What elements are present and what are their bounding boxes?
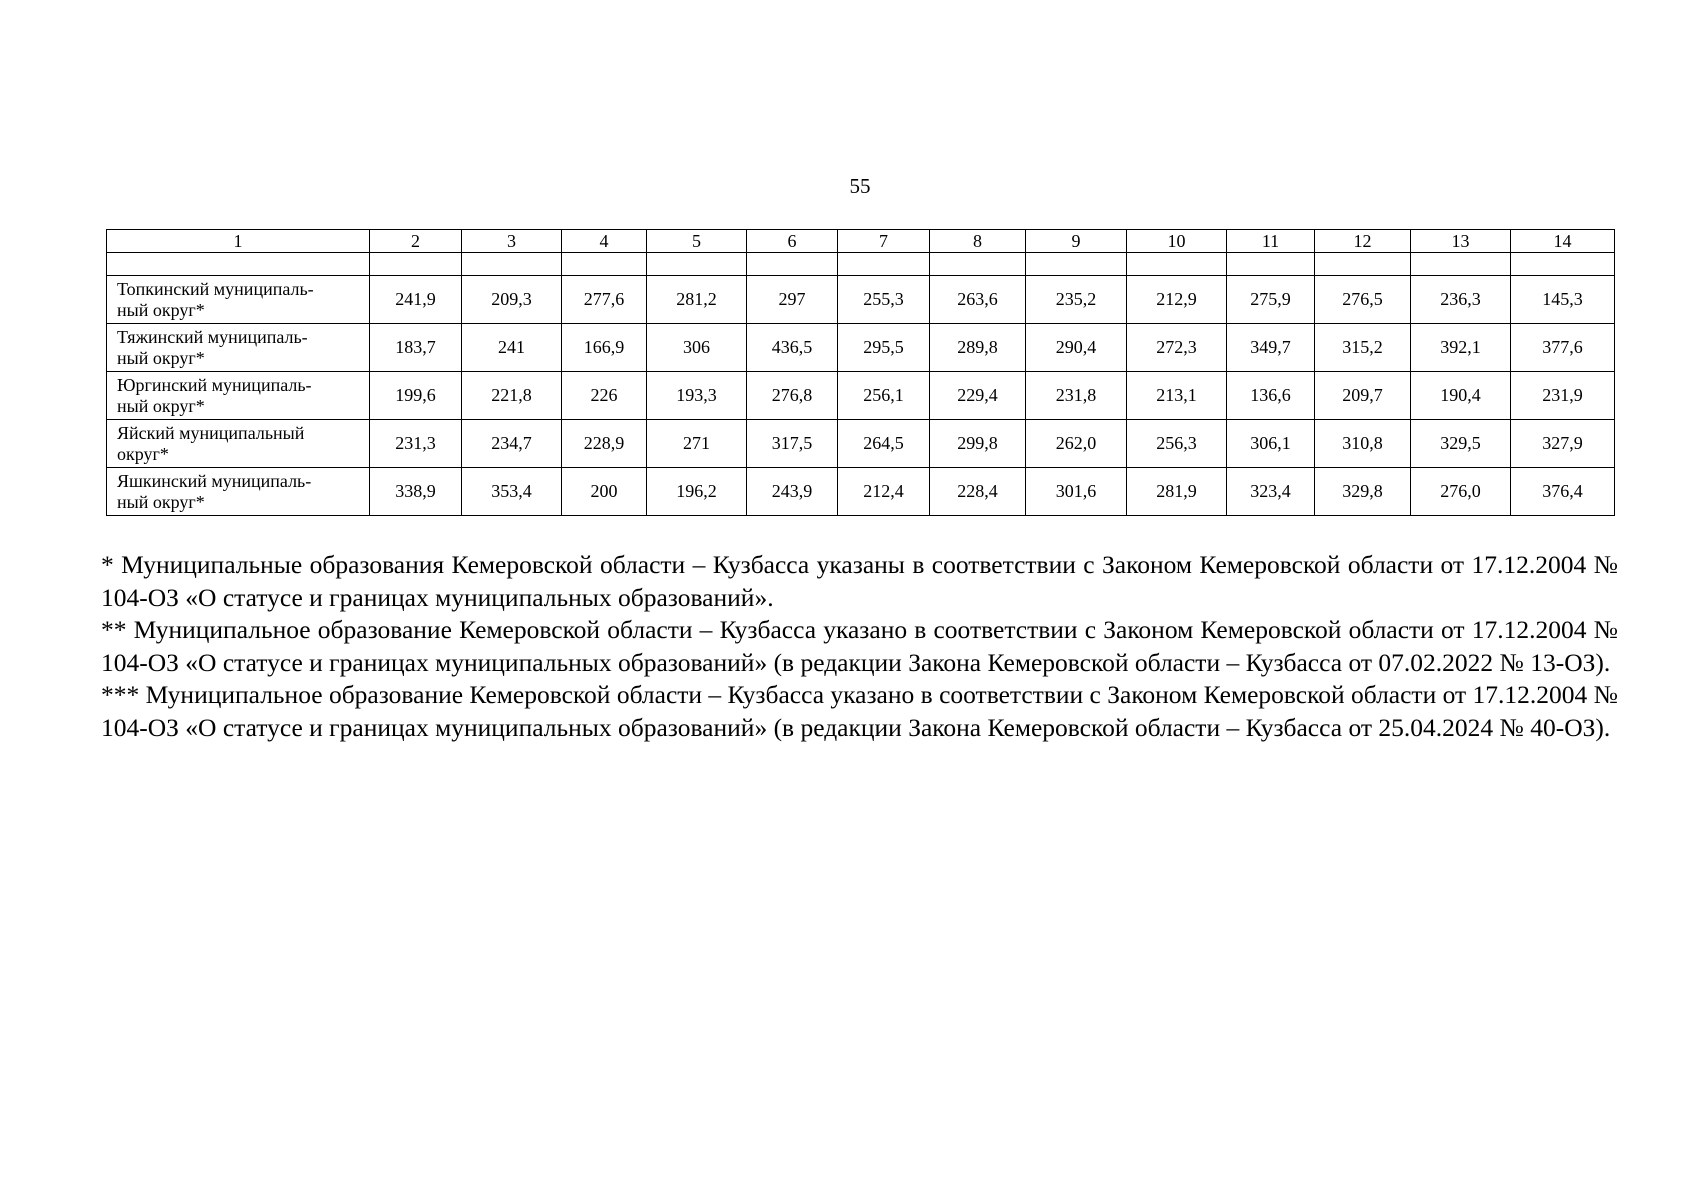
empty-cell [462,253,562,276]
value-cell: 241 [462,324,562,372]
value-cell: 306 [647,324,747,372]
value-cell: 236,3 [1411,276,1511,324]
value-cell: 376,4 [1511,468,1615,516]
value-cell: 226 [562,372,647,420]
table-row [107,372,1615,420]
table-row [107,420,1615,468]
municipality-name-line: Яшкинский муниципаль- [117,470,312,491]
value-cell: 281,9 [1127,468,1227,516]
value-cell: 377,6 [1511,324,1615,372]
value-cell: 234,7 [462,420,562,468]
empty-row [107,253,1615,276]
value-cell: 243,9 [747,468,838,516]
column-number: 2 [370,230,462,253]
footnote-1: * Муниципальные образования Кемеровской области – Кузбасса указаны в соответствии с Законом Кемеровской области от 17.12.2004 № 104-ОЗ «О статусе и границах муниципальных образований». [101,550,1618,612]
value-cell: 212,4 [838,468,930,516]
value-cell: 276,0 [1411,468,1511,516]
municipality-name-line: ный округ* [117,347,205,368]
value-cell: 231,9 [1511,372,1615,420]
value-cell: 315,2 [1315,324,1411,372]
column-number: 10 [1127,230,1227,253]
value-cell: 183,7 [370,324,462,372]
value-cell: 199,6 [370,372,462,420]
value-cell: 281,2 [647,276,747,324]
value-cell: 213,1 [1127,372,1227,420]
value-cell: 193,3 [647,372,747,420]
empty-cell [838,253,930,276]
value-cell: 235,2 [1026,276,1127,324]
value-cell: 290,4 [1026,324,1127,372]
value-cell: 317,5 [747,420,838,468]
empty-cell [930,253,1026,276]
value-cell: 327,9 [1511,420,1615,468]
table-row [107,276,1615,324]
page-number: 55 [849,174,871,198]
column-number: 1 [107,230,370,253]
municipality-name-line: Яйский муниципальный [117,422,305,443]
value-cell: 329,5 [1411,420,1511,468]
value-cell: 272,3 [1127,324,1227,372]
value-cell: 338,9 [370,468,462,516]
value-cell: 231,8 [1026,372,1127,420]
value-cell: 349,7 [1227,324,1315,372]
value-cell: 209,7 [1315,372,1411,420]
column-number: 6 [747,230,838,253]
empty-cell [1511,253,1615,276]
column-number: 11 [1227,230,1315,253]
empty-cell [562,253,647,276]
value-cell: 276,5 [1315,276,1411,324]
value-cell: 200 [562,468,647,516]
value-cell: 228,9 [562,420,647,468]
column-number: 7 [838,230,930,253]
value-cell: 323,4 [1227,468,1315,516]
column-number: 9 [1026,230,1127,253]
value-cell: 255,3 [838,276,930,324]
column-number: 13 [1411,230,1511,253]
municipality-name-line: ный округ* [117,395,205,416]
empty-cell [1026,253,1127,276]
value-cell: 306,1 [1227,420,1315,468]
value-cell: 190,4 [1411,372,1511,420]
value-cell: 275,9 [1227,276,1315,324]
municipality-name [107,372,370,420]
value-cell: 145,3 [1511,276,1615,324]
value-cell: 221,8 [462,372,562,420]
value-cell: 262,0 [1026,420,1127,468]
value-cell: 329,8 [1315,468,1411,516]
column-number: 5 [647,230,747,253]
municipality-name [107,276,370,324]
value-cell: 136,6 [1227,372,1315,420]
value-cell: 271 [647,420,747,468]
municipality-name-line: Топкинский муниципаль- [117,278,314,299]
table-row [107,468,1615,516]
municipality-name-line: ный округ* [117,491,205,512]
value-cell: 209,3 [462,276,562,324]
value-cell: 166,9 [562,324,647,372]
empty-cell [1411,253,1511,276]
value-cell: 263,6 [930,276,1026,324]
value-cell: 299,8 [930,420,1026,468]
municipality-name-line: округ* [117,443,169,464]
value-cell: 241,9 [370,276,462,324]
municipality-name-line: ный округ* [117,299,205,320]
footnote-2: ** Муниципальное образование Кемеровской области – Кузбасса указано в соответствии с Законом Кемеровской области от 17.12.2004 № 104-ОЗ «О статусе и границах муниципальных образований» (в редакции Закона Кемеровской области – Кузбасса от 07.02.2022 № 13-ОЗ). [101,615,1618,677]
column-number: 3 [462,230,562,253]
value-cell: 212,9 [1127,276,1227,324]
municipality-name-line: Юргинский муниципаль- [117,374,312,395]
footnote-3: *** Муниципальное образование Кемеровской области – Кузбасса указано в соответствии с Законом Кемеровской области от 17.12.2004 № 104-ОЗ «О статусе и границах муниципальных образований» (в редакции Закона Кемеровской области – Кузбасса от 25.04.2024 № 40-ОЗ). [101,680,1618,742]
empty-cell [107,253,370,276]
value-cell: 277,6 [562,276,647,324]
empty-cell [1127,253,1227,276]
column-number: 8 [930,230,1026,253]
value-cell: 289,8 [930,324,1026,372]
header-row [107,230,1615,253]
municipality-name-line: Тяжинский муниципаль- [117,326,308,347]
value-cell: 229,4 [930,372,1026,420]
column-number: 14 [1511,230,1615,253]
value-cell: 264,5 [838,420,930,468]
municipality-name [107,420,370,468]
empty-cell [747,253,838,276]
value-cell: 436,5 [747,324,838,372]
municipality-name [107,324,370,372]
value-cell: 276,8 [747,372,838,420]
column-number: 12 [1315,230,1411,253]
value-cell: 256,1 [838,372,930,420]
municipality-name [107,468,370,516]
value-cell: 310,8 [1315,420,1411,468]
value-cell: 231,3 [370,420,462,468]
value-cell: 353,4 [462,468,562,516]
empty-cell [1227,253,1315,276]
value-cell: 228,4 [930,468,1026,516]
data-table [106,229,1615,516]
column-number: 4 [562,230,647,253]
value-cell: 297 [747,276,838,324]
footnotes [101,549,1618,744]
value-cell: 301,6 [1026,468,1127,516]
empty-cell [370,253,462,276]
empty-cell [1315,253,1411,276]
value-cell: 392,1 [1411,324,1511,372]
value-cell: 256,3 [1127,420,1227,468]
value-cell: 196,2 [647,468,747,516]
table-row [107,324,1615,372]
value-cell: 295,5 [838,324,930,372]
empty-cell [647,253,747,276]
